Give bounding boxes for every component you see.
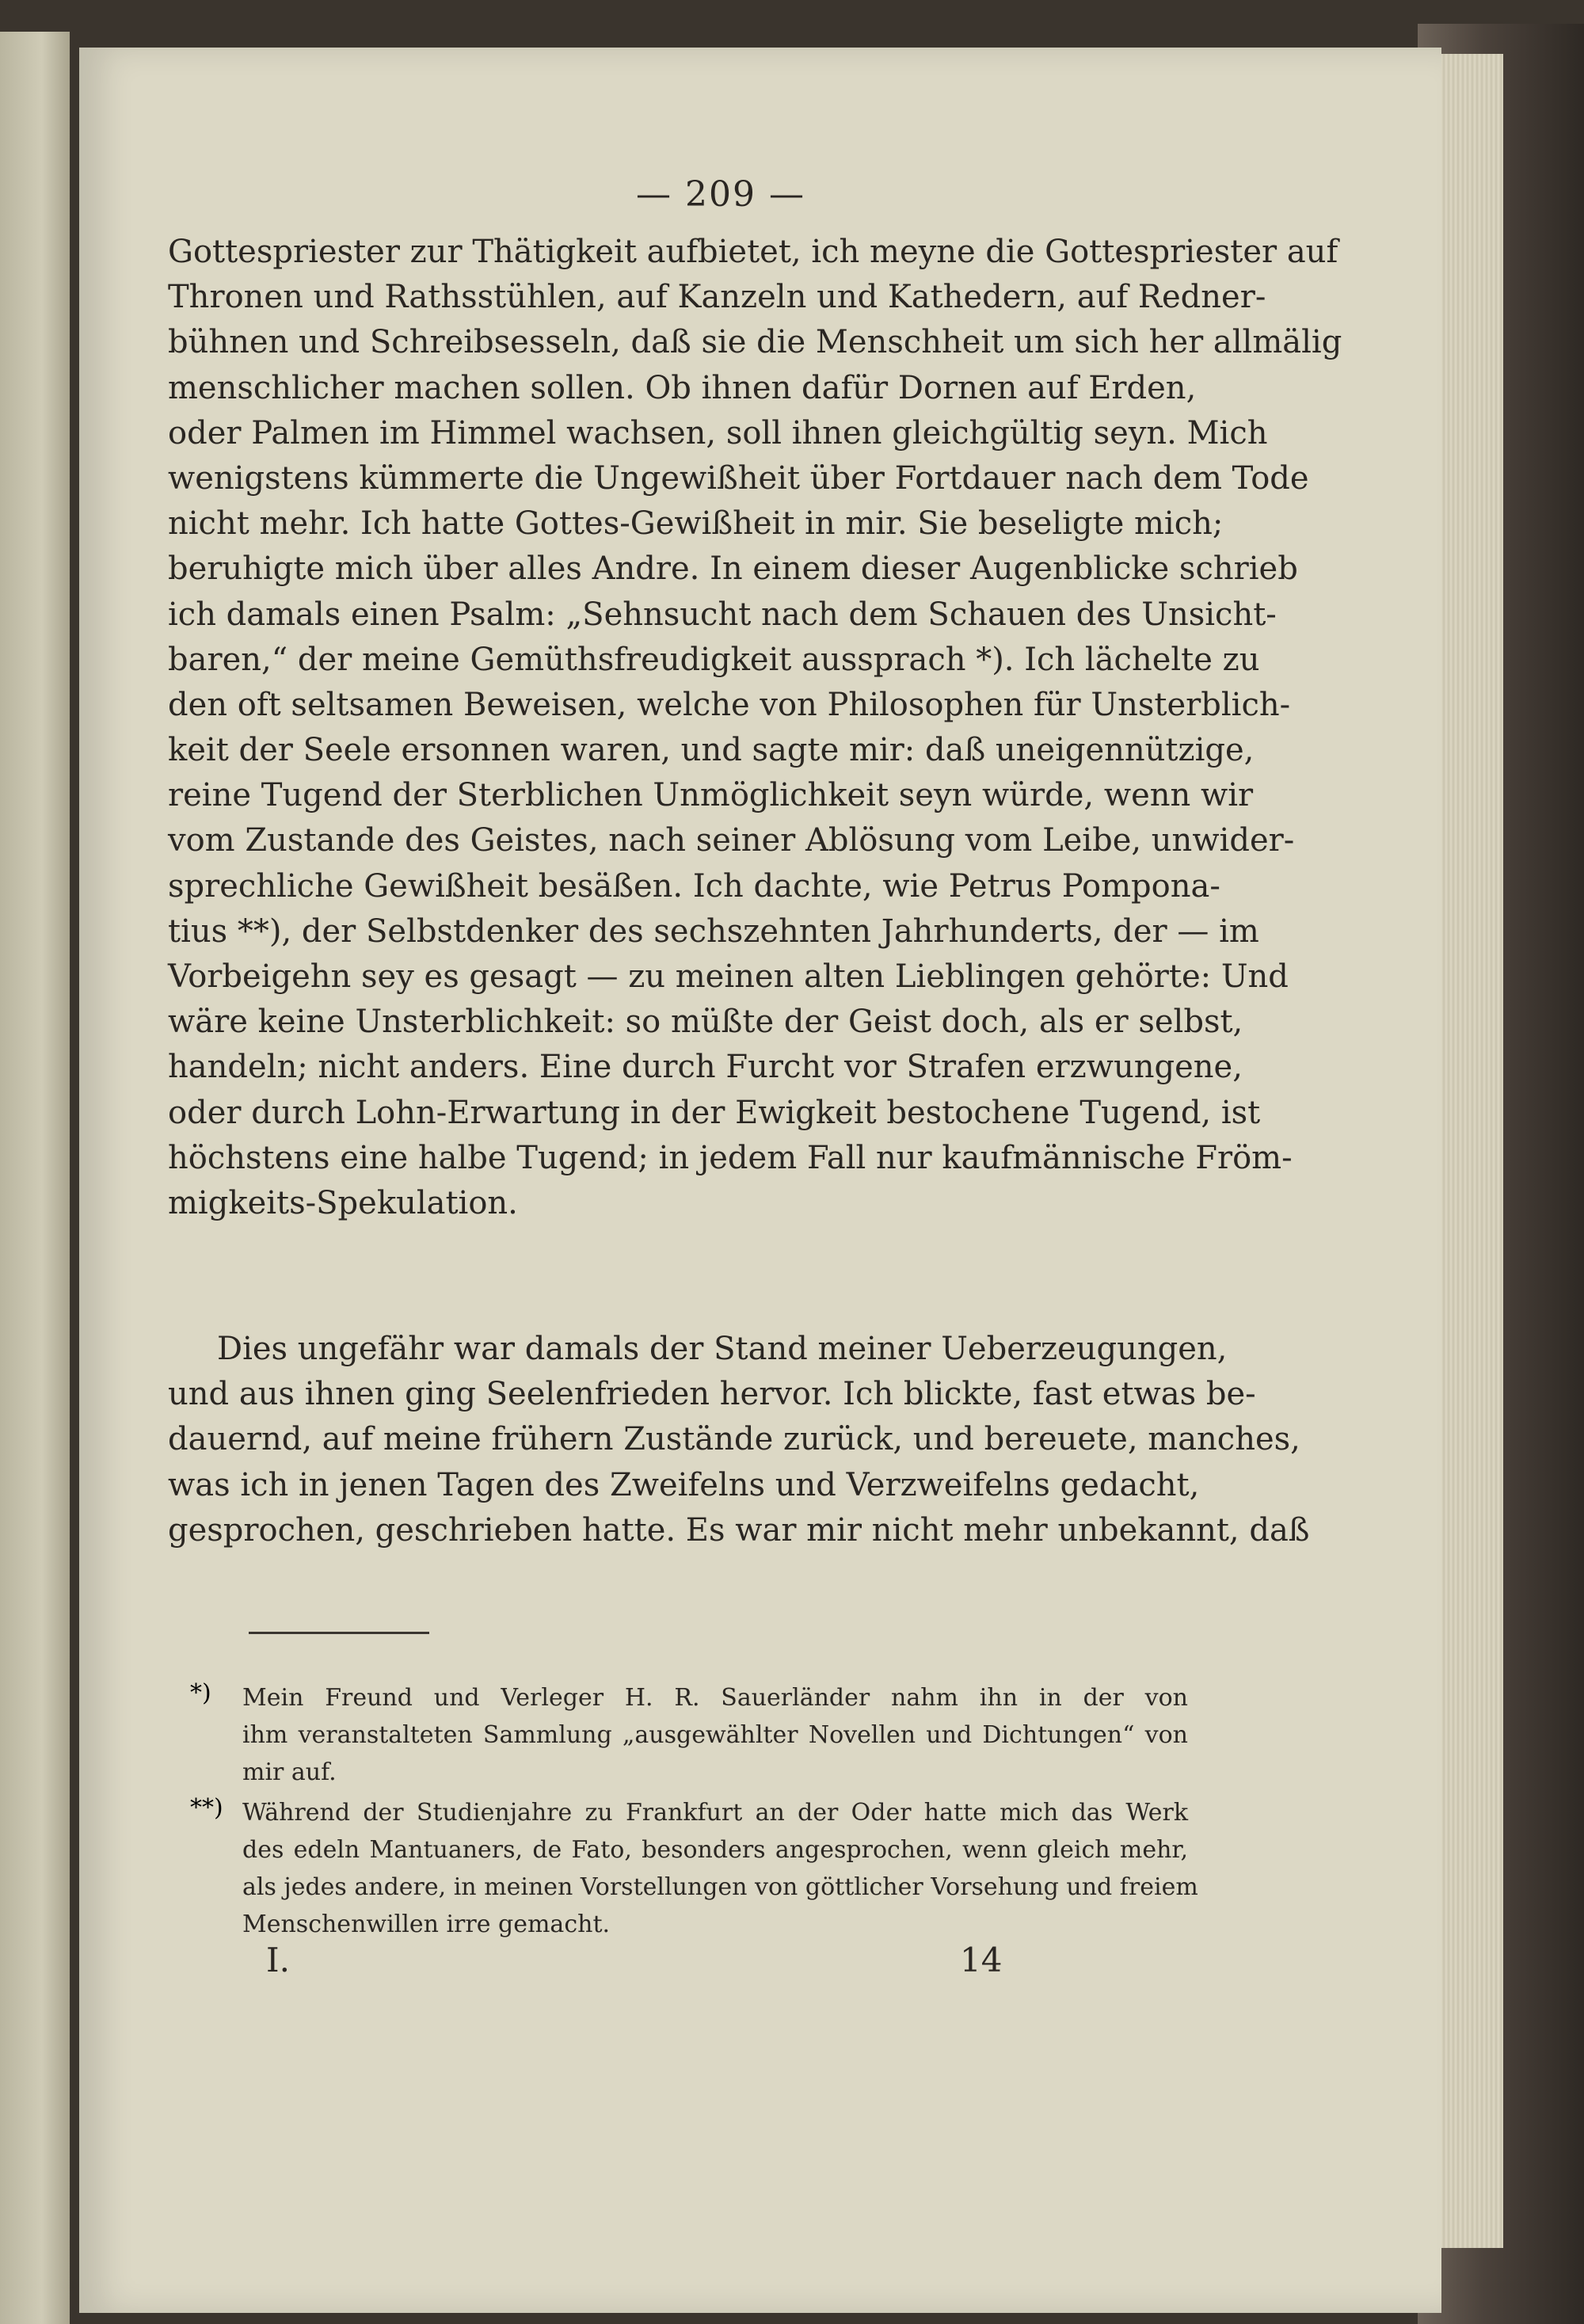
text-line: dauernd, auf meine frühern Zustände zurück, und bereuete, manches, bbox=[168, 1421, 1300, 1458]
text-line: vom Zustande des Geistes, nach seiner Ablösung vom Leibe, unwider- bbox=[168, 822, 1295, 859]
footnote-line: als jedes andere, in meinen Vorstellungen von göttlicher Vorsehung und freiem bbox=[242, 1873, 1198, 1901]
text-line: wenigstens kümmerte die Ungewißheit über Fortdauer nach dem Tode bbox=[168, 459, 1309, 497]
text-line: reine Tugend der Sterblichen Unmöglichkeit seyn würde, wenn wir bbox=[168, 777, 1254, 814]
text-line: was ich in jenen Tagen des Zweifelns und Verzweifelns gedacht, bbox=[168, 1466, 1200, 1503]
text-line: oder durch Lohn-Erwartung in der Ewigkeit bestochene Tugend, ist bbox=[168, 1094, 1261, 1131]
footnote-line: Während der Studienjahre zu Frankfurt an der Oder hatte mich das Werk bbox=[242, 1799, 1188, 1827]
footnote-rule bbox=[249, 1632, 429, 1634]
footnote-line: Mein Freund und Verleger H. R. Sauerländer nahm ihn in der von bbox=[242, 1684, 1188, 1712]
text-line: bühnen und Schreibsesseln, daß sie die Menschheit um sich her allmälig bbox=[168, 324, 1342, 361]
text-line: wäre keine Unsterblichkeit: so müßte der Geist doch, als er selbst, bbox=[168, 1004, 1243, 1041]
footnote-2 bbox=[190, 1794, 1198, 1943]
text-line: ich damals einen Psalm: „Sehnsucht nach dem Schauen des Unsicht- bbox=[168, 596, 1277, 633]
footnote-line: des edeln Mantuaners, de Fato, besonders angesprochen, wenn gleich mehr, bbox=[242, 1836, 1188, 1864]
footnote-line: mir auf. bbox=[242, 1758, 337, 1786]
text-line: tius **), der Selbstdenker des sechszehnten Jahrhunderts, der — im bbox=[168, 912, 1259, 950]
paragraph-2 bbox=[168, 1327, 1310, 1553]
signature-number: 14 bbox=[960, 1941, 1003, 1979]
footnote-line: ihm veranstalteten Sammlung „ausgewählter Novellen und Dichtungen“ von bbox=[242, 1721, 1188, 1749]
text-line: Dies ungefähr war damals der Stand meiner Ueberzeugungen, bbox=[217, 1331, 1228, 1367]
signature-mark: I. bbox=[266, 1941, 290, 1979]
footnote-marker: **) bbox=[190, 1794, 223, 1822]
paragraph-1 bbox=[168, 230, 1342, 1226]
text-line: keit der Seele ersonnen waren, und sagte mir: daß uneigennützige, bbox=[168, 732, 1255, 769]
page-number: — 209 — bbox=[636, 174, 805, 215]
text-line: den oft seltsamen Beweisen, welche von Philosophen für Unsterblich- bbox=[168, 686, 1291, 723]
text-line: migkeits-Spekulation. bbox=[168, 1184, 518, 1221]
footnote-1 bbox=[190, 1679, 1188, 1791]
footnote-line: Menschenwillen irre gemacht. bbox=[242, 1911, 611, 1938]
text-line: menschlicher machen sollen. Ob ihnen dafür Dornen auf Erden, bbox=[168, 369, 1197, 406]
text-line: Vorbeigehn sey es gesagt — zu meinen alten Lieblingen gehörte: Und bbox=[168, 958, 1289, 995]
text-line: Thronen und Rathsstühlen, auf Kanzeln und Kathedern, auf Redner- bbox=[168, 279, 1266, 316]
text-line: Gottespriester zur Thätigkeit aufbietet, ich meyne die Gottespriester auf bbox=[168, 234, 1338, 270]
text-line: und aus ihnen ging Seelenfrieden hervor. Ich blickte, fast etwas be- bbox=[168, 1376, 1256, 1413]
text-line: beruhigte mich über alles Andre. In einem dieser Augenblicke schrieb bbox=[168, 551, 1298, 588]
text-line: gesprochen, geschrieben hatte. Es war mir nicht mehr unbekannt, daß bbox=[168, 1511, 1310, 1549]
text-line: höchstens eine halbe Tugend; in jedem Fall nur kaufmännische Fröm- bbox=[168, 1139, 1293, 1176]
previous-page-edge bbox=[0, 32, 70, 2324]
text-line: handeln; nicht anders. Eine durch Furcht vor Strafen erzwungene, bbox=[168, 1049, 1243, 1086]
text-line: sprechliche Gewißheit besäßen. Ich dachte, wie Petrus Pompona- bbox=[168, 867, 1220, 905]
text-line: oder Palmen im Himmel wachsen, soll ihnen gleichgültig seyn. Mich bbox=[168, 414, 1268, 451]
text-line: baren,“ der meine Gemüthsfreudigkeit aussprach *). Ich lächelte zu bbox=[168, 641, 1260, 678]
text-line: nicht mehr. Ich hatte Gottes-Gewißheit in mir. Sie beseligte mich; bbox=[168, 505, 1224, 543]
footnote-marker: *) bbox=[190, 1679, 211, 1707]
